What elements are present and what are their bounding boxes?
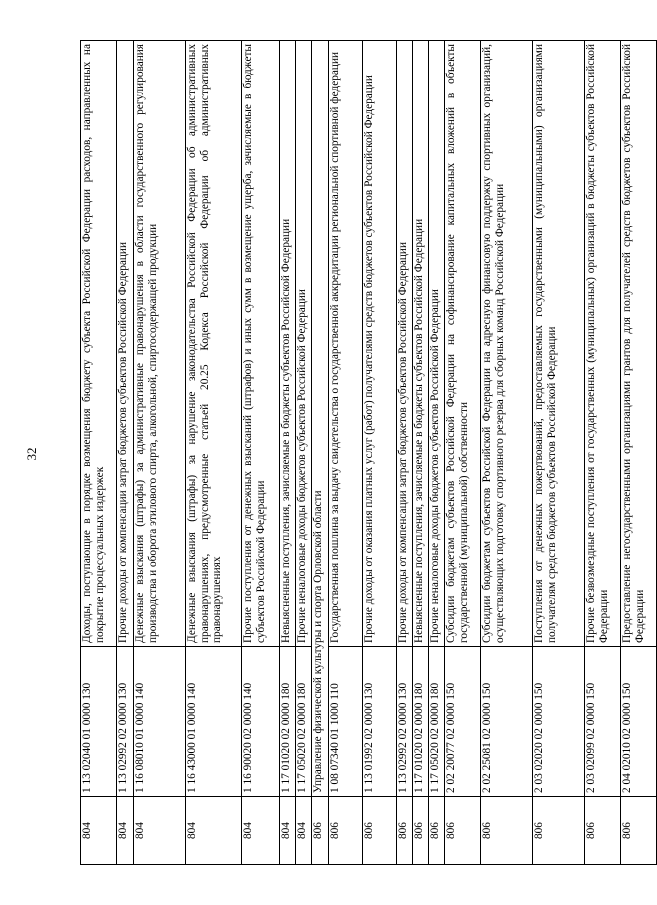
classification-code-cell: 1 17 01020 02 0000 180 — [413, 647, 429, 797]
table-row — [445, 41, 481, 865]
classification-code-cell: 1 17 05020 02 0000 180 — [296, 647, 312, 797]
admin-code-cell: 806 — [329, 797, 363, 865]
classification-code-cell: 1 16 43000 01 0000 140 — [186, 647, 242, 797]
classification-code-cell: 2 04 02010 02 0000 150 — [621, 647, 657, 797]
table-row — [134, 41, 186, 865]
table-row — [621, 41, 657, 865]
admin-code-cell: 804 — [296, 797, 312, 865]
admin-code-cell: 804 — [117, 797, 134, 865]
classification-code-cell: 1 17 01020 02 0000 180 — [280, 647, 296, 797]
classification-code-cell: 2 02 20077 02 0000 150 — [445, 647, 481, 797]
classification-code-cell: 1 16 90020 02 0000 140 — [242, 647, 280, 797]
classification-code-cell: 1 13 01992 02 0000 130 — [363, 647, 397, 797]
admin-code-cell: 806 — [585, 797, 621, 865]
income-name-cell: Субсидии бюджетам субъектов Российской Федерации на софинансирование капитальных вложений в объекты государственной (муниципальной) собственности — [445, 41, 481, 647]
page-number: 32 — [24, 447, 39, 461]
table-row — [429, 41, 445, 865]
table-row — [117, 41, 134, 865]
table-row — [363, 41, 397, 865]
section-heading-cell: Управление физической культуры и спорта Орловской области — [312, 41, 329, 797]
income-name-cell: Прочие неналоговые доходы бюджетов субъектов Российской Федерации — [296, 41, 312, 647]
table-row — [81, 41, 117, 865]
table-row — [585, 41, 621, 865]
admin-code-cell: 806 — [621, 797, 657, 865]
classification-code-cell: 1 08 07340 01 1000 110 — [329, 647, 363, 797]
admin-code-cell: 806 — [445, 797, 481, 865]
table-row — [296, 41, 312, 865]
classification-code-cell: 1 13 02992 02 0000 130 — [397, 647, 413, 797]
table-row — [481, 41, 533, 865]
budget-classification-table — [80, 40, 657, 865]
income-name-cell: Прочие неналоговые доходы бюджетов субъектов Российской Федерации — [429, 41, 445, 647]
classification-code-cell: 1 16 08010 01 0000 140 — [134, 647, 186, 797]
classification-code-cell: 1 13 02040 01 0000 130 — [81, 647, 117, 797]
table-row — [242, 41, 280, 865]
income-name-cell: Невыясненные поступления, зачисляемые в бюджеты субъектов Российской Федерации — [280, 41, 296, 647]
admin-code-cell: 806 — [312, 797, 329, 865]
admin-code-cell: 806 — [533, 797, 585, 865]
admin-code-cell: 806 — [397, 797, 413, 865]
income-name-cell: Доходы, поступающие в порядке возмещения бюджету субъекта Российской Федерации расходов, направленных на покрытие процессуальных издержек — [81, 41, 117, 647]
admin-code-cell: 806 — [413, 797, 429, 865]
classification-code-cell: 2 03 02099 02 0000 150 — [585, 647, 621, 797]
income-name-cell: Прочие доходы от компенсации затрат бюджетов субъектов Российской Федерации — [117, 41, 134, 647]
table-row — [280, 41, 296, 865]
income-name-cell: Прочие доходы от компенсации затрат бюджетов субъектов Российской Федерации — [397, 41, 413, 647]
income-name-cell: Денежные взыскания (штрафы) за нарушение законодательства Российской Федерации об административных правонарушениях, предусмотренные статьей 20.25 Кодекса Российской Федерации об административных правонарушениях — [186, 41, 242, 647]
table-row — [533, 41, 585, 865]
admin-code-cell: 804 — [186, 797, 242, 865]
admin-code-cell: 806 — [429, 797, 445, 865]
classification-code-cell: 2 03 02020 02 0000 150 — [533, 647, 585, 797]
table-row — [329, 41, 363, 865]
rotated-table-container — [80, 40, 646, 865]
income-name-cell: Государственная пошлина за выдачу свидетельства о государственной аккредитации региональной спортивной федерации — [329, 41, 363, 647]
classification-code-cell: 1 17 05020 02 0000 180 — [429, 647, 445, 797]
income-name-cell: Субсидии бюджетам субъектов Российской Федерации на адресную финансовую поддержку спортивных организаций, осуществляющих подготовку спортивного резерва для сборных команд Российской Федерации — [481, 41, 533, 647]
table-body — [81, 41, 657, 865]
admin-code-cell: 806 — [481, 797, 533, 865]
income-name-cell: Прочие доходы от оказания платных услуг (работ) получателями средств бюджетов субъектов Российской Федерации — [363, 41, 397, 647]
table-row — [186, 41, 242, 865]
admin-code-cell: 804 — [280, 797, 296, 865]
income-name-cell: Невыясненные поступления, зачисляемые в бюджеты субъектов Российской Федерации — [413, 41, 429, 647]
table-row — [397, 41, 413, 865]
income-name-cell: Прочие поступления от денежных взысканий (штрафов) и иных сумм в возмещение ущерба, зачисляемые в бюджеты субъектов Российской Федерации — [242, 41, 280, 647]
income-name-cell: Предоставление негосударственными организациями грантов для получателей средств бюджетов субъектов Российской Федерации — [621, 41, 657, 647]
table-row-section — [312, 41, 329, 865]
income-name-cell: Прочие безвозмездные поступления от государственных (муниципальных) организаций в бюджеты субъектов Российской Федерации — [585, 41, 621, 647]
table-row — [413, 41, 429, 865]
classification-code-cell: 1 13 02992 02 0000 130 — [117, 647, 134, 797]
admin-code-cell: 804 — [134, 797, 186, 865]
income-name-cell: Поступления от денежных пожертвований, предоставляемых государственными (муниципальными) организациями получателям средств бюджетов субъектов Российской Федерации — [533, 41, 585, 647]
income-name-cell: Денежные взыскания (штрафы) за административные правонарушения в области государственного регулирования производства и оборота этилового спирта, алкогольной, спиртосодержащей продукции — [134, 41, 186, 647]
admin-code-cell: 804 — [242, 797, 280, 865]
classification-code-cell: 2 02 25081 02 0000 150 — [481, 647, 533, 797]
admin-code-cell: 806 — [363, 797, 397, 865]
admin-code-cell: 804 — [81, 797, 117, 865]
